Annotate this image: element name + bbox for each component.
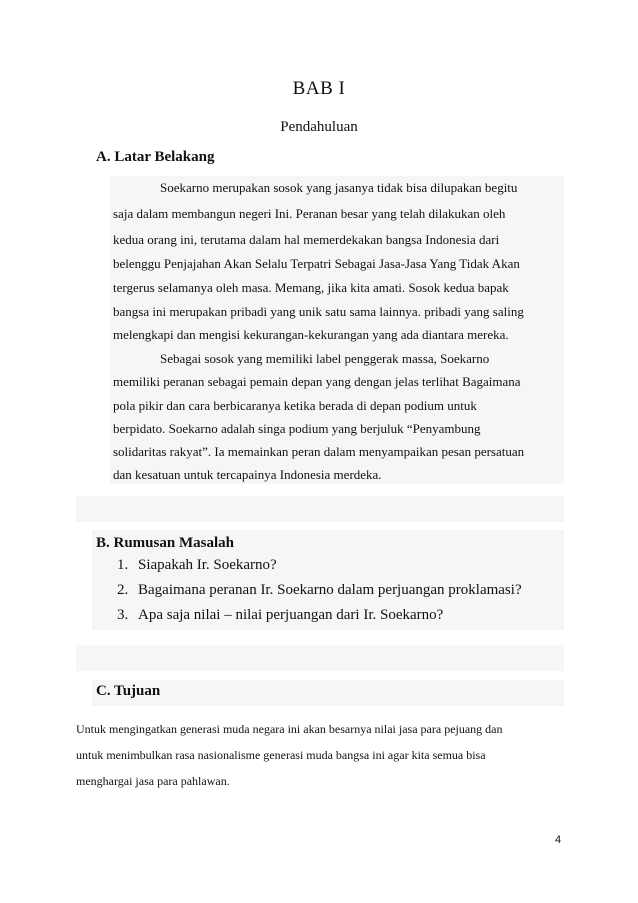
list-item: [117, 582, 522, 599]
goal-line: Untuk mengingatkan generasi muda negara ini akan besarnya nilai jasa para pejuang dan: [76, 722, 503, 736]
para2-line: berpidato. Soekarno adalah singa podium yang berjuluk “Penyambung: [113, 421, 481, 436]
list-item-number: 2.: [117, 582, 129, 598]
para2-line: pola pikir dan cara berbicaranya ketika berada di depan podium untuk: [113, 398, 477, 413]
spacer-shade: [76, 496, 564, 522]
section-c-shade: [92, 680, 564, 706]
chapter-subtitle: Pendahuluan: [280, 119, 358, 135]
spacer-shade: [76, 645, 564, 671]
section-c-heading: C. Tujuan: [96, 683, 161, 699]
list-item: [117, 607, 443, 624]
para1-line: kedua orang ini, terutama dalam hal memerdekakan bangsa Indonesia dari: [113, 232, 500, 247]
list-item-text: Apa saja nilai – nilai perjuangan dari Ir. Soekarno?: [138, 607, 444, 623]
list-item-number: 3.: [117, 607, 129, 623]
para1-line: saja dalam membangun negeri Ini. Peranan besar yang telah dilakukan oleh: [113, 206, 506, 221]
para2-line: memiliki peranan sebagai pemain depan yang dengan jelas terlihat Bagaimana: [113, 374, 521, 389]
para2-line: Sebagai sosok yang memiliki label penggerak massa, Soekarno: [160, 351, 490, 366]
goal-line: menghargai jasa para pahlawan.: [76, 774, 230, 788]
list-item-text: Bagaimana peranan Ir. Soekarno dalam perjuangan proklamasi?: [138, 582, 522, 598]
para1-line: melengkapi dan mengisi kekurangan-kekurangan yang ada diantara mereka.: [113, 327, 509, 342]
para1-line: bangsa ini merupakan pribadi yang unik satu sama lainnya. pribadi yang saling: [113, 304, 524, 319]
section-a-heading: A. Latar Belakang: [96, 149, 215, 165]
list-item-number: 1.: [117, 557, 129, 573]
para1-line: belenggu Penjajahan Akan Selalu Terpatri Sebagai Jasa-Jasa Yang Tidak Akan: [113, 256, 520, 271]
page-number: 4: [555, 834, 562, 846]
list-item: [117, 557, 277, 574]
goal-line: untuk menimbulkan rasa nasionalisme generasi muda bangsa ini agar kita semua bisa: [76, 748, 486, 762]
list-item-text: Siapakah Ir. Soekarno?: [138, 557, 277, 573]
section-b-heading: B. Rumusan Masalah: [96, 535, 234, 551]
para1-line: tergerus selamanya oleh masa. Memang, jika kita amati. Sosok kedua bapak: [113, 280, 509, 295]
para2-line: dan kesatuan untuk tercapainya Indonesia merdeka.: [113, 467, 382, 482]
para2-line: solidaritas rakyat”. Ia memainkan peran dalam menyampaikan pesan persatuan: [113, 444, 525, 459]
para1-line: Soekarno merupakan sosok yang jasanya tidak bisa dilupakan begitu: [160, 180, 518, 195]
chapter-title: BAB I: [292, 78, 346, 99]
